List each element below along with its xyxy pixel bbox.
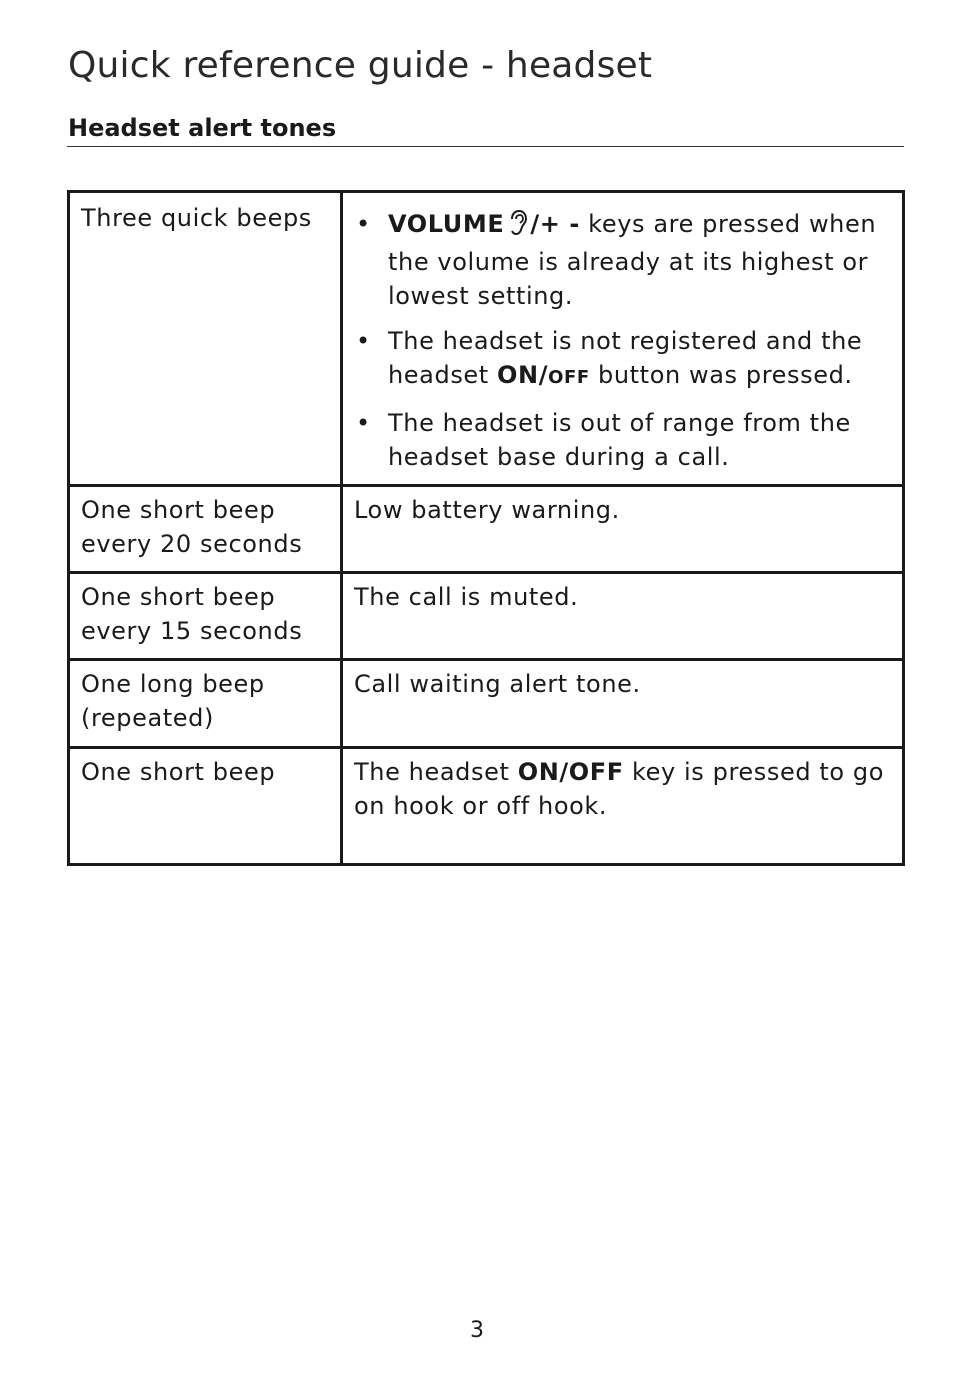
list-item	[354, 406, 891, 474]
tone-cell	[69, 573, 342, 660]
ear-icon	[508, 210, 528, 245]
tone-label: One long beep (repeated)	[81, 670, 265, 732]
description-cell	[342, 573, 904, 660]
bullet-text: The headset is not registered and the headset	[388, 327, 863, 389]
bullet-text: keys are pressed when the volume is already at its highest or lowest setting.	[388, 210, 877, 310]
description-text: key is pressed to go on hook or off hook.	[354, 758, 885, 820]
bullet-list	[354, 207, 891, 474]
bullet-text: The headset is out of range from the headset base during a call.	[388, 409, 851, 471]
on-key-label: ON/	[497, 361, 549, 389]
section-title: Headset alert tones	[68, 114, 337, 142]
description-text: Low battery warning.	[354, 496, 620, 524]
description-cell	[342, 660, 904, 748]
description-cell	[342, 192, 904, 486]
tone-cell	[69, 748, 342, 865]
page-title: Quick reference guide - headset	[68, 45, 653, 86]
volume-key-symbols: /+ -	[530, 210, 580, 238]
page-number: 3	[470, 1318, 484, 1343]
tone-label: One short beep every 15 seconds	[81, 583, 303, 645]
description-cell	[342, 486, 904, 573]
bullet-icon: •	[356, 327, 371, 355]
description-text: The headset	[354, 758, 518, 786]
table-row	[69, 486, 904, 573]
tone-label: One short beep every 20 seconds	[81, 496, 303, 558]
volume-key-label: VOLUME	[388, 210, 505, 238]
tone-label: One short beep	[81, 758, 276, 786]
description-cell	[342, 748, 904, 865]
off-key-label: OFF	[548, 367, 590, 388]
tone-cell	[69, 660, 342, 748]
bullet-icon: •	[356, 409, 371, 437]
tone-label: Three quick beeps	[81, 204, 312, 232]
tone-cell	[69, 486, 342, 573]
tone-cell	[69, 192, 342, 486]
table-row	[69, 573, 904, 660]
bullet-icon: •	[356, 210, 371, 238]
on-off-key-label: ON/OFF	[517, 758, 624, 786]
description-text: Call waiting alert tone.	[354, 670, 641, 698]
bullet-text: button was pressed.	[589, 361, 853, 389]
description-text: The call is muted.	[354, 583, 579, 611]
table-row	[69, 660, 904, 748]
table-row	[69, 192, 904, 486]
alert-tones-table	[67, 190, 905, 866]
list-item	[354, 207, 891, 313]
table-row	[69, 748, 904, 865]
list-item	[354, 324, 891, 395]
section-divider	[67, 146, 904, 147]
